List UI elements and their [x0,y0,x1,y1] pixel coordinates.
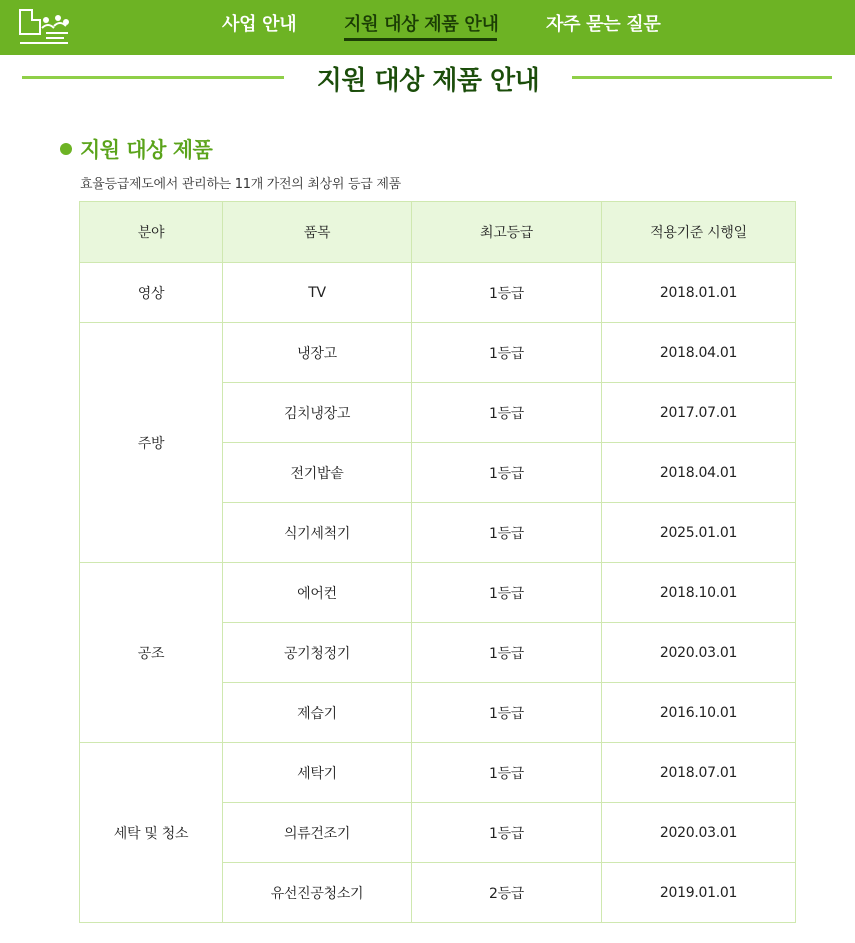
header-grade: 최고등급 [412,202,602,263]
table-header-row [80,202,796,263]
grade-cell: 1등급 [412,803,602,863]
grade-cell: 2등급 [412,863,602,923]
grade-cell: 1등급 [412,443,602,503]
date-cell: 2018.04.01 [602,323,796,383]
date-cell: 2019.01.01 [602,863,796,923]
bullet-icon [60,143,72,155]
section-heading [60,134,212,164]
page-title-row [0,58,855,98]
table-row [80,743,796,803]
item-cell: 에어컨 [223,563,412,623]
grade-cell: 1등급 [412,383,602,443]
date-cell: 2020.03.01 [602,623,796,683]
grade-cell: 1등급 [412,683,602,743]
grade-cell: 1등급 [412,503,602,563]
date-cell: 2018.10.01 [602,563,796,623]
nav-supported-products[interactable]: 지원 대상 제품 안내 [344,14,499,35]
item-cell: 냉장고 [223,323,412,383]
nav-faq[interactable]: 자주 묻는 질문 [546,14,661,35]
category-cell: 세탁 및 청소 [80,743,223,923]
item-cell: 식기세척기 [223,503,412,563]
nav-business-info[interactable]: 사업 안내 [222,14,297,35]
item-cell: 의류건조기 [223,803,412,863]
active-nav-underline [344,38,497,41]
item-cell: 제습기 [223,683,412,743]
item-cell: 세탁기 [223,743,412,803]
date-cell: 2020.03.01 [602,803,796,863]
item-cell: 공기청정기 [223,623,412,683]
logo[interactable] [16,6,76,50]
table-row [80,263,796,323]
top-navigation-bar [0,0,855,55]
title-divider-left [22,76,284,79]
grade-cell: 1등급 [412,743,602,803]
date-cell: 2018.07.01 [602,743,796,803]
item-cell: TV [223,263,412,323]
table-row [80,563,796,623]
item-cell: 유선진공청소기 [223,863,412,923]
date-cell: 2017.07.01 [602,383,796,443]
grade-cell: 1등급 [412,563,602,623]
date-cell: 2018.01.01 [602,263,796,323]
header-item: 품목 [223,202,412,263]
category-cell: 영상 [80,263,223,323]
grade-cell: 1등급 [412,623,602,683]
item-cell: 김치냉장고 [223,383,412,443]
date-cell: 2025.01.01 [602,503,796,563]
supported-products-table [79,201,796,923]
section-title: 지원 대상 제품 [80,138,213,162]
date-cell: 2018.04.01 [602,443,796,503]
grade-cell: 1등급 [412,323,602,383]
grade-cell: 1등급 [412,263,602,323]
title-divider-right [572,76,832,79]
date-cell: 2016.10.01 [602,683,796,743]
section-description: 효율등급제도에서 관리하는 11개 가전의 최상위 등급 제품 [80,177,401,192]
page-title: 지원 대상 제품 안내 [316,66,540,96]
category-cell: 주방 [80,323,223,563]
table-row [80,323,796,383]
header-effective-date: 적용기준 시행일 [602,202,796,263]
item-cell: 전기밥솥 [223,443,412,503]
category-cell: 공조 [80,563,223,743]
header-category: 분야 [80,202,223,263]
